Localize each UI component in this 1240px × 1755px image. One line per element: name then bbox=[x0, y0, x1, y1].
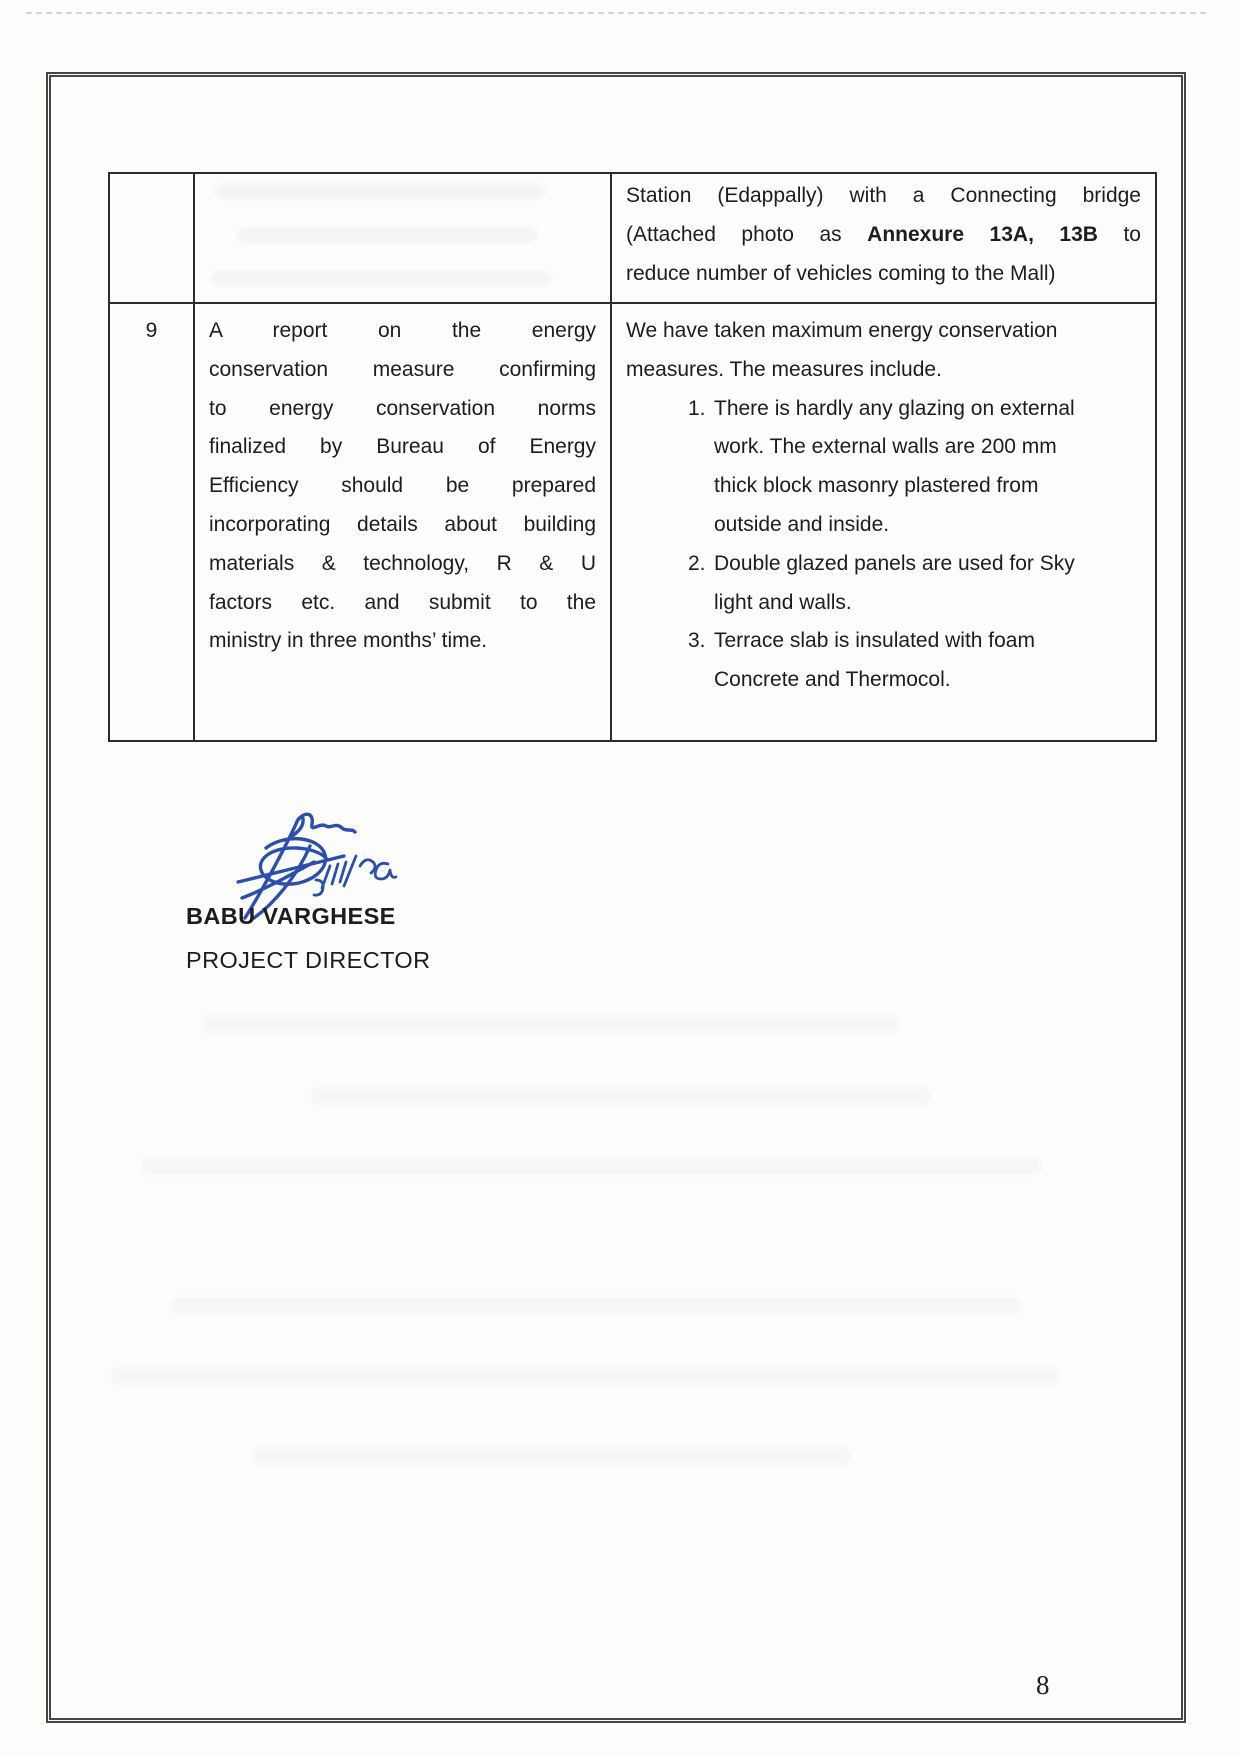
text-line: A report on the energy bbox=[209, 319, 596, 342]
text-line: conservation measure confirming bbox=[209, 357, 596, 381]
text-line: Concrete and Thermocol. bbox=[714, 668, 951, 692]
response-numbered-list bbox=[626, 390, 1141, 700]
list-item bbox=[626, 622, 1141, 700]
table-row-continuation bbox=[109, 173, 1156, 303]
bleed-through-ghost bbox=[215, 184, 545, 199]
bleed-through-ghost bbox=[251, 1447, 851, 1465]
list-item-number: 3. bbox=[688, 629, 706, 653]
text-line: outside and inside. bbox=[714, 512, 890, 536]
text-line: There is hardly any glazing on external bbox=[714, 396, 1075, 420]
list-item-number: 1. bbox=[688, 396, 706, 420]
text-line: We have taken maximum energy conservation bbox=[626, 319, 1058, 342]
response-cell bbox=[611, 173, 1156, 303]
text-line: factors etc. and submit to the bbox=[209, 590, 596, 614]
text-line: (Attached photo as Annexure 13A, 13B to bbox=[626, 222, 1141, 246]
text-line: Station (Edappally) with a Connecting bridge bbox=[626, 184, 1141, 207]
bleed-through-ghost bbox=[111, 1367, 1061, 1385]
bleed-through-ghost bbox=[211, 271, 551, 286]
text-line: Terrace slab is insulated with foam bbox=[714, 629, 1035, 653]
qa-table bbox=[108, 172, 1157, 742]
page-number: 8 bbox=[1036, 1670, 1050, 1700]
condition-cell bbox=[194, 303, 611, 741]
response-intro bbox=[626, 312, 1141, 390]
table-row-9 bbox=[109, 303, 1156, 741]
text-line: materials & technology, R & U bbox=[209, 551, 596, 575]
text-line: finalized by Bureau of Energy bbox=[209, 435, 596, 459]
text-line: light and walls. bbox=[714, 590, 852, 614]
bleed-through-ghost bbox=[201, 1015, 901, 1033]
serial-no-cell bbox=[109, 173, 194, 303]
text-line: Efficiency should be prepared bbox=[209, 474, 596, 498]
text-line: reduce number of vehicles coming to the Mall) bbox=[626, 261, 1056, 285]
list-item bbox=[626, 545, 1141, 623]
bleed-through-ghost bbox=[311, 1087, 931, 1105]
list-item bbox=[626, 390, 1141, 545]
bleed-through-ghost bbox=[141, 1157, 1041, 1175]
serial-no-cell bbox=[109, 303, 194, 741]
scan-edge-artifact bbox=[26, 12, 1206, 14]
condition-cell bbox=[194, 173, 611, 303]
text-line: Double glazed panels are used for Sky bbox=[714, 551, 1075, 575]
text-line: incorporating details about building bbox=[209, 512, 596, 536]
text-line: work. The external walls are 200 mm bbox=[714, 435, 1057, 459]
text-line: ministry in three months’ time. bbox=[209, 629, 488, 653]
serial-no: 9 bbox=[145, 319, 158, 342]
text-line: to energy conservation norms bbox=[209, 396, 596, 420]
signatory-title: PROJECT DIRECTOR bbox=[186, 947, 431, 973]
bleed-through-ghost bbox=[237, 228, 537, 243]
list-item-number: 2. bbox=[688, 551, 706, 575]
response-cell bbox=[611, 303, 1156, 741]
signatory-name: BABU VARGHESE bbox=[186, 903, 396, 929]
bleed-through-ghost bbox=[171, 1297, 1021, 1315]
text-line: measures. The measures include. bbox=[626, 357, 942, 381]
text-line: thick block masonry plastered from bbox=[714, 474, 1039, 498]
